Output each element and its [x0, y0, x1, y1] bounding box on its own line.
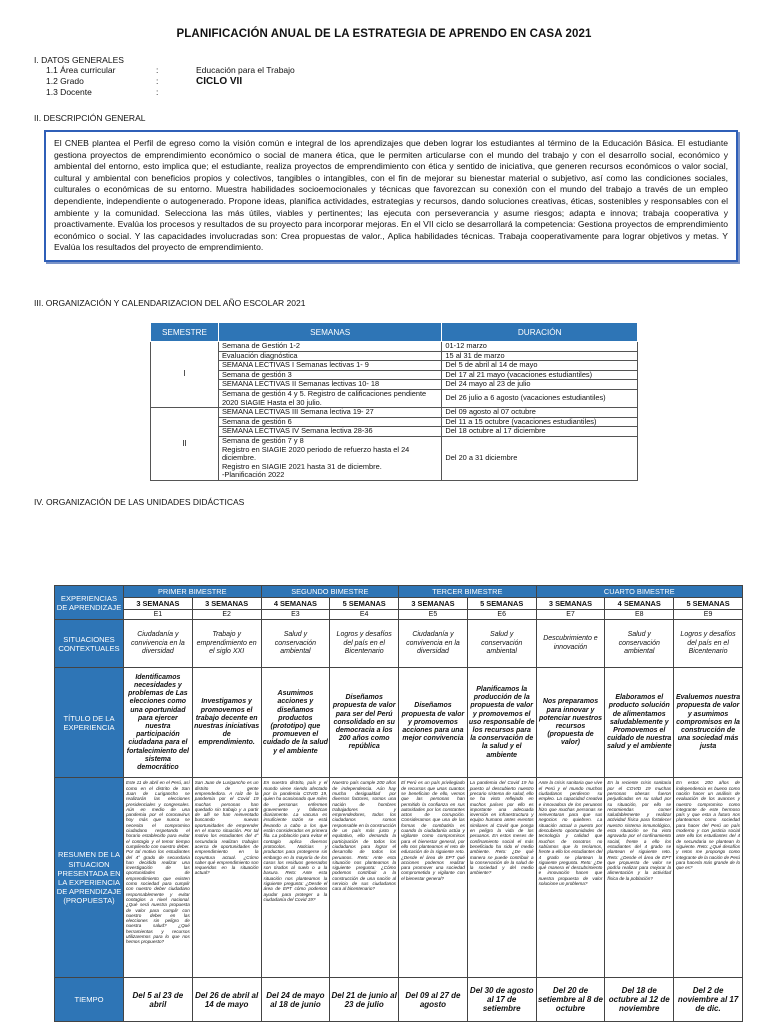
general-heading: I. DATOS GENERALES	[34, 55, 124, 65]
time-e2: Del 26 de abril al 14 de mayo	[192, 978, 261, 1022]
general-row-docente	[34, 87, 295, 98]
summary-e7: Ante la crisis sanitaria que vive el Perú y el mundo muchos ciudadanos perdieron su empleo. La capacidad creativa e innovadora de los peruanos hizo que muchas personas se reinventaran para que sus negocios no quiebren. La situación actual a puesto por descubierto oportunidades de tecnología y calidad que muchos de nosotros no sabíamos que lo teníamos, frente a ello los estudiantes del 4 grado se plantean la siguiente pregunta. Reto: ¿De qué manera el descubrimiento e innovación hacen que nuestra propuesta de valor solucione un problema?	[536, 778, 605, 978]
code-e3: E3	[261, 610, 330, 620]
general-data-section	[34, 55, 295, 98]
times-row	[55, 978, 743, 1022]
duration-cell: Del 26 julio a 6 agosto (vacaciones estudiantiles)	[442, 389, 638, 407]
row-label-experiencias: EXPERIENCIAS DE APRENDIZAJE	[55, 586, 124, 620]
summary-e9: En estos 200 años de independencia es bueno como nación hacer un análisis de evaluación de los avances y nuestro compromiso como integrante de este hermoso país y que esta a futuro nos planteamos como sociedad para hacer del Perú un país moderno y con justicia social ante ello los estudiantes del 4 de secundaria se plantean lo siguiente. Reto: ¿Qué desafíos y retos me propongo como integrante de la nación de Perú para hacerla más grande de lo que es?	[674, 778, 743, 978]
situation-e1: Ciudadanía y convivencia en la diversidad	[124, 620, 193, 668]
code-e6: E6	[467, 610, 536, 620]
table-row	[151, 427, 638, 437]
time-e1: Del 5 al 23 de abril	[124, 978, 193, 1022]
duration-cell: 15 al 31 de marzo	[442, 351, 638, 361]
weeks-cell: SEMANA LECTIVAS IV Semana lectiva 28-36	[218, 427, 441, 437]
situation-e7: Descubrimiento e innovación	[536, 620, 605, 668]
weeks-e4: 5 SEMANAS	[330, 598, 399, 610]
duration-cell: Del 5 de abril al 14 de mayo	[442, 361, 638, 371]
duration-cell: Del 24 mayo al 23 de julio	[442, 380, 638, 390]
situations-row	[55, 620, 743, 668]
summary-e3: En nuestro distrito, país y el mundo viene siendo afectado por la pandemia COVID 19, quien ha ocasionado que miles de personas enfermen gravemente y fallezcan diariamente. La vacuna es insuficiente razón se está llevando a cabo a los que están considerados en primera fila. La población para evitar el contagio aplica diversos protocolos. Noticias y productos para protegerse sin embargo en la mayoría de los casos los residuos generados son tirados al suelo o a la basura. Reto: Ante esta situación nos planteamos la siguiente pregunta: ¿Desde el área de EPT cómo podemos ayudar para proteger a la ciudadanía del Covid 19?	[261, 778, 330, 978]
duration-cell: Del 09 agosto al 07 octubre	[442, 408, 638, 418]
code-e2: E2	[192, 610, 261, 620]
bimester-2: SEGUNDO BIMESTRE	[261, 586, 399, 598]
units-heading: IV. ORGANIZACIÓN DE LAS UNIDADES DIDÁCTICAS	[34, 497, 245, 507]
duration-cell: Del 20 a 31 diciembre	[442, 436, 638, 480]
title-e8: Elaboramos el producto solución de alimentamos saludablemente y Promovemos el cuidado de nuestra salud y el ambiente	[605, 668, 674, 778]
code-e7: E7	[536, 610, 605, 620]
description-box: El CNEB plantea el Perfil de egreso como la visión común e integral de los aprendizajes que deben lograr los estudiantes al término de la Educación Básica. El estudiante gestiona proyectos de emprendimiento económico o social de manera ética, que le permiten articularse con el mundo del trabajo y con el desarrollo social, económico y ambiental del entorno, esto implica que; el estudiante, realiza proyectos de emprendimiento con ética y sentido de iniciativa, que generen recursos económicos o valor social, cultural y ambiental con beneficios propios y colectivos, tangibles o intangibles, con el fin de mejorar su bienestar material o subjetivo, así como las condiciones sociales, culturales o económicas de su entorno. Muestra habilidades socioemocionales y técnicas que favorezcan su conexión con el mundo del trabajo a través de un empleo dependiente, independiente o autogenerado. Propone ideas, planifica actividades, estrategias y recursos, dando soluciones creativas, éticas, sostenibles y responsables con el ambiente y la comunidad. Selecciona las más útiles, viables y pertinentes; las ejecuta con perseverancia y asume riesgos; adapta e innova; trabaja cooperativa y proactivamente. Evalúa los procesos y resultados de su proyecto para incorporar mejoras. En el VII ciclo se desarrollará la competencia: Gestiona proyectos de emprendimiento económico o social. Y las capacidades involucradas son: Crea propuestas de valor., Aplica habilidades técnicas. Trabaja cooperativamente para lograr objetivos y metas. Y Evalúa los resultados del proyecto de emprendimiento.	[44, 130, 738, 262]
weeks-cell: SEMANA LECTIVAS II Semanas lectivas 10- 18	[218, 380, 441, 390]
table-row	[151, 408, 638, 418]
weeks-e1: 3 SEMANAS	[124, 598, 193, 610]
table-row	[151, 436, 638, 480]
weeks-e7: 3 SEMANAS	[536, 598, 605, 610]
weeks-e6: 5 SEMANAS	[467, 598, 536, 610]
table-row	[151, 389, 638, 407]
weeks-cell: Semana de gestión 7 y 8 Registro en SIAGIE 2020 periodo de refuerzo hasta el 24 diciembre. Registro en SIAGIE 2021 hasta 31 de diciembre. -Planificación 2022	[218, 436, 441, 480]
code-e8: E8	[605, 610, 674, 620]
weeks-cell: SEMANA LECTIVAS I Semanas lectivas 1- 9	[218, 361, 441, 371]
grado-colon: :	[156, 76, 159, 86]
weeks-e3: 4 SEMANAS	[261, 598, 330, 610]
summary-e5: El Perú es un país privilegiado de recursos que unas cuantos se benefician de ello, vemos que las personas han permitido la confianza en sus autoridades por los constantes actos de corrupción. Consideramos que una de las formas de combatirla es cuando la ciudadanía actúa y vigilante como compromisos para el bienestar general, por ello nos planteamos el reto de educación de la siguiente reto. ¿Desde el área de EPT qué acciones podemos realizar para promover una sociedad comprometida y vigilante con el bienestar general?	[399, 778, 468, 978]
situation-e6: Salud y conservación ambiental	[467, 620, 536, 668]
bimester-3: TERCER BIMESTRE	[399, 586, 537, 598]
time-e8: Del 18 de octubre al 12 de noviembre	[605, 978, 674, 1022]
weeks-cell: SEMANA LECTIVAS III Semana lectiva 19- 27	[218, 408, 441, 418]
summary-e4: Nuestro país cumple 200 años de independencia. Aún hay mucha desigualdad por diversos factores, somos una nación de hombres trabajadores y emprendedores, todos los ciudadanos somos responsable en la construcción de un país más justo y equitativo, ello demanda la participación de todos los ciudadanos para lograr el desarrollo de todos los peruanos. Reto: Ante esta situación nos planteamos la siguiente pregunta: ¿Cómo podemos contribuir a la construcción de una nación al servicio de sus ciudadanos cara al bicentenario?	[330, 778, 399, 978]
weeks-cell: Semana de gestión 6	[218, 417, 441, 427]
code-e4: E4	[330, 610, 399, 620]
weeks-e5: 3 SEMANAS	[399, 598, 468, 610]
title-e2: Investigamos y promovemos el trabajo decente en nuestras iniciativas de emprendimiento.	[192, 668, 261, 778]
codes-row	[55, 610, 743, 620]
time-e4: Del 21 de junio al 23 de julio	[330, 978, 399, 1022]
weeks-cell: Semana de Gestión 1-2	[218, 342, 441, 352]
grado-label: 1.2 Grado	[46, 76, 84, 86]
description-heading: II. DESCRIPCIÓN GENERAL	[34, 113, 146, 123]
semester-cell: I	[151, 342, 219, 408]
time-e7: Del 20 de setiembre al 8 de octubre	[536, 978, 605, 1022]
duration-cell: Del 11 a 15 octubre (vacaciones estudiantiles)	[442, 417, 638, 427]
duration-cell: 01-12 marzo	[442, 342, 638, 352]
summaries-row	[55, 778, 743, 978]
title-e5: Diseñamos propuesta de valor y promovemos acciones para una mejor convivencia	[399, 668, 468, 778]
area-label: 1.1 Área curricular	[46, 65, 116, 75]
situation-e9: Logros y desafíos del país en el Bicentenario	[674, 620, 743, 668]
docente-label: 1.3 Docente	[46, 87, 92, 97]
summary-e2: San Juan de Lurigancho es un distrito de gente emprendedora. A raíz de la pandemia por el Covid 19 muchas personas han quedado sin trabajo y a partir de allí se han reinventado buscando nuevas oportunidades de emprender en el marco situación. Por tal motivo los estudiantes del 4° secundaria realizan trabajos acerca de oportunidades de emprendimiento en la coyuntura actual. ¿Cómo saber qué emprendimiento son requeridos en la situación actual?	[192, 778, 261, 978]
title-e3: Asumimos acciones y diseñamos productos (prototipo) que promueven el cuidado de la salud y el ambiente	[261, 668, 330, 778]
weeks-cell: Semana de gestión 4 y 5. Registro de calificaciones pendiente 2020 SIAGIE Hasta el 30 julio.	[218, 389, 441, 407]
grado-value: CICLO VII	[196, 76, 243, 87]
row-label-tiempo: TIEMPO	[55, 978, 124, 1022]
title-e7: Nos preparamos para innovar y potenciar nuestros recursos (propuesta de valor)	[536, 668, 605, 778]
weeks-e9: 5 SEMANAS	[674, 598, 743, 610]
header-duracion: DURACIÓN	[442, 323, 638, 342]
bimester-4: CUARTO BIMESTRE	[536, 586, 742, 598]
semester-cell: II	[151, 408, 219, 481]
code-e1: E1	[124, 610, 193, 620]
docente-colon: :	[156, 87, 159, 97]
summary-e1: Este 11 de abril en el Perú, así como en el distrito de San Juan de Lurigancho se realizarán las elecciones presidenciales y congresales. Aún en medio de una pandemia por el coronavirus hoy más que nunca se necesita el compromiso ciudadano respetando el horario establecido para evitar el contagio y el temor tiempo cumpliendo con nuestro deber. Por tal motivo los estudiantes del 4° grado de secundaria han decidido realizar una investigación de las oportunidades de emprendimiento que existen como sociedad para cumplir con nuestro deber ciudadano responsablemente y evitar contagios a nivel nacional. ¿Qué será nuestra propuesta de valor para cumplir con nuestro deber en las elecciones sin peligro de nuestra salud? ¿Qué herramientas y recursos utilizaremos para lo que nos hemos propuesto?	[124, 778, 193, 978]
weeks-cell: Semana de gestión 3	[218, 370, 441, 380]
area-colon: :	[156, 65, 159, 75]
situation-e2: Trabajo y emprendimiento en el siglo XXI	[192, 620, 261, 668]
weeks-row	[55, 598, 743, 610]
table-row	[151, 361, 638, 371]
title-e9: Evaluemos nuestra propuesta de valor y asumimos compromisos en la construcción de una sociedad más justa	[674, 668, 743, 778]
bimester-row	[55, 586, 743, 598]
calendar-heading: III. ORGANIZACIÓN Y CALENDARIZACION DEL AÑO ESCOLAR 2021	[34, 298, 306, 308]
situation-e5: Ciudadanía y convivencia en la diversidad	[399, 620, 468, 668]
summary-e8: En la reciente crisis sanitaria por el COVID 19 muchas personas obesas fueron perjudicadas en su salud por su situación, por ello se recomiendas comer saludablemente y realizar actividad física para fortalecer nuestro sistema inmunológico, esta situación se ha visto agravada por el confinamiento social, frente a ello los estudiantes del 4 grado se plantean el siguiente reto. Reto: ¿Desde el área de EPT que propuesta de valor se podría realizar para mejorar la alimentación y la actividad física de la población?	[605, 778, 674, 978]
header-semestre: SEMESTRE	[151, 323, 219, 342]
code-e5: E5	[399, 610, 468, 620]
weeks-cell: Evaluación diagnóstica	[218, 351, 441, 361]
time-e3: Del 24 de mayo al 18 de junio	[261, 978, 330, 1022]
summary-e6: La pandemia del Covid 19 ha puesto al descubierto nuestro precario sistema de salud, ello se ha visto reflejado en muchos países por ello es importante una adecuada inversión en infraestructura y equipo humano antes eventos similares al Covid que ponga en peligro la vida de los peruanos. En estos meses de confinamiento social el más beneficiado ha sido el medio ambiente. Reto: ¿De qué manera se puede contribuir a la conservación de la salud de la sociedad y del medio ambiente?	[467, 778, 536, 978]
time-e9: Del 2 de noviembre al 17 de dic.	[674, 978, 743, 1022]
duration-cell: Del 17 al 21 mayo (vacaciones estudiantiles)	[442, 370, 638, 380]
weeks-e8: 4 SEMANAS	[605, 598, 674, 610]
time-e6: Del 30 de agosto al 17 de setiembre	[467, 978, 536, 1022]
general-row-area	[34, 65, 295, 76]
title-e1: Identificamos necesidades y problemas de Las elecciones como una oportunidad para ejercer nuestra participación ciudadana para el fortalecimiento del sistema democrático	[124, 668, 193, 778]
situation-e3: Salud y conservación ambiental	[261, 620, 330, 668]
page-title: PLANIFICACIÓN ANUAL DE LA ESTRATEGIA DE APRENDO EN CASA 2021	[176, 28, 592, 40]
general-row-grado	[34, 76, 295, 87]
row-label-resumen: RESUMEN DE LA SITUACION PRESENTADA EN LA EXPERIENCIA DE APRENDIZAJE (PROPUESTA)	[55, 778, 124, 978]
time-e5: Del 09 al 27 de agosto	[399, 978, 468, 1022]
situation-e8: Salud y conservación ambiental	[605, 620, 674, 668]
weeks-e2: 3 SEMANAS	[192, 598, 261, 610]
area-value: Educación para el Trabajo	[196, 65, 295, 75]
row-label-situaciones: SITUACIONES CONTEXTUALES	[55, 620, 124, 668]
titles-row	[55, 668, 743, 778]
title-e4: Diseñamos propuesta de valor para ser del Perú consolidado en su democracia a los 200 años como república	[330, 668, 399, 778]
code-e9: E9	[674, 610, 743, 620]
table-row	[151, 342, 638, 352]
units-table	[54, 585, 743, 1022]
situation-e4: Logros y desafíos del país en el Bicentenario	[330, 620, 399, 668]
bimester-1: PRIMER BIMESTRE	[124, 586, 262, 598]
header-semanas: SEMANAS	[218, 323, 441, 342]
calendar-table	[150, 322, 638, 481]
calendar-header-row	[151, 323, 638, 342]
row-label-titulo: TÍTULO DE LA EXPERIENCIA	[55, 668, 124, 778]
title-e6: Planificamos la producción de la propuesta de valor y promovemos el uso responsable de los recursos para la conservación de la salud y el ambiente	[467, 668, 536, 778]
duration-cell: Del 18 octubre al 17 diciembre	[442, 427, 638, 437]
